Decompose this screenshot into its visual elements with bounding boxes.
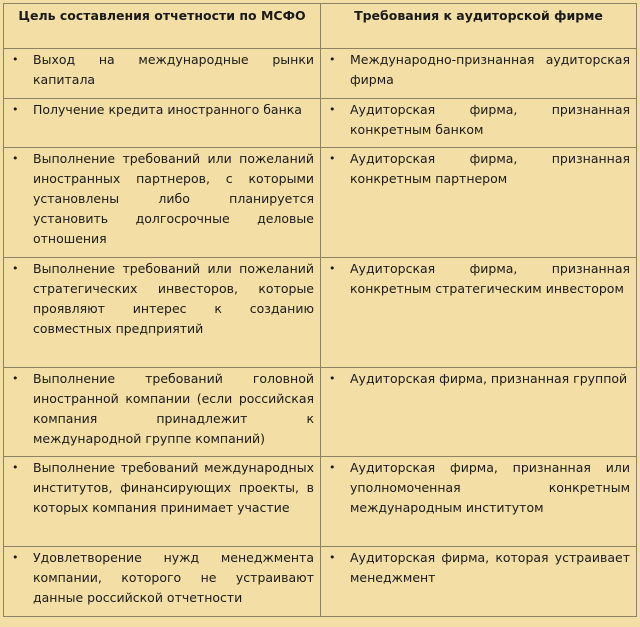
header-goal: Цель составления отчетности по МСФО <box>4 4 321 49</box>
goal-cell <box>4 148 321 258</box>
goal-text: Выполнение требований международных институтов, финансирующих проекты, в которых компания принимает участие <box>33 460 314 515</box>
bullet-icon: • <box>329 53 336 66</box>
goal-text: Выполнение требований или пожеланий стратегических инвесторов, которые проявляют интерес к созданию совместных предприятий <box>33 261 314 336</box>
bullet-icon: • <box>12 551 19 564</box>
bullet-icon: • <box>329 461 336 474</box>
bullet-icon: • <box>12 53 19 66</box>
requirement-cell <box>321 49 637 99</box>
ifrs-audit-requirements-table <box>3 3 637 617</box>
bullet-icon: • <box>329 262 336 275</box>
requirement-text: Аудиторская фирма, признанная группой <box>350 371 628 386</box>
requirement-cell <box>321 457 637 547</box>
table-body <box>4 49 637 617</box>
header-requirement: Требования к аудиторской фирме <box>321 4 637 49</box>
table-row <box>4 49 637 99</box>
bullet-icon: • <box>12 103 19 116</box>
bullet-icon: • <box>329 152 336 165</box>
goal-cell <box>4 49 321 99</box>
goal-cell <box>4 99 321 148</box>
goal-text: Выход на международные рынки капитала <box>33 52 314 87</box>
bullet-icon: • <box>12 262 19 275</box>
table-row <box>4 99 637 148</box>
bullet-icon: • <box>12 372 19 385</box>
requirement-cell <box>321 547 637 617</box>
goal-cell <box>4 547 321 617</box>
requirement-text: Аудиторская фирма, признанная или уполномоченная конкретным международным институтом <box>350 460 630 515</box>
goal-cell <box>4 457 321 547</box>
goal-cell <box>4 258 321 368</box>
bullet-icon: • <box>329 103 336 116</box>
bullet-icon: • <box>329 372 336 385</box>
goal-text: Удовлетворение нужд менеджмента компании, которого не устраивают данные российской отчетности <box>33 550 314 605</box>
goal-text: Выполнение требований головной иностранной компании (если российская компания принадлежит к международной группе компаний) <box>33 371 314 446</box>
requirement-text: Аудиторская фирма, которая устраивает менеджмент <box>350 550 630 585</box>
table-header-row <box>4 4 637 49</box>
bullet-icon: • <box>12 461 19 474</box>
requirement-cell <box>321 148 637 258</box>
goal-text: Выполнение требований или пожеланий иностранных партнеров, с которыми установлены либо планируется установить долгосрочные деловые отношения <box>33 151 314 246</box>
table-row <box>4 258 637 368</box>
table-row <box>4 368 637 457</box>
table-row <box>4 148 637 258</box>
requirement-cell <box>321 368 637 457</box>
goal-text: Получение кредита иностранного банка <box>33 102 302 117</box>
requirement-cell <box>321 258 637 368</box>
requirement-text: Аудиторская фирма, признанная конкретным стратегическим инвестором <box>350 261 630 296</box>
requirement-text: Аудиторская фирма, признанная конкретным банком <box>350 102 630 137</box>
goal-cell <box>4 368 321 457</box>
requirement-cell <box>321 99 637 148</box>
requirement-text: Международно-признанная аудиторская фирма <box>350 52 630 87</box>
table-row <box>4 547 637 617</box>
table-row <box>4 457 637 547</box>
requirement-text: Аудиторская фирма, признанная конкретным партнером <box>350 151 630 186</box>
bullet-icon: • <box>12 152 19 165</box>
bullet-icon: • <box>329 551 336 564</box>
